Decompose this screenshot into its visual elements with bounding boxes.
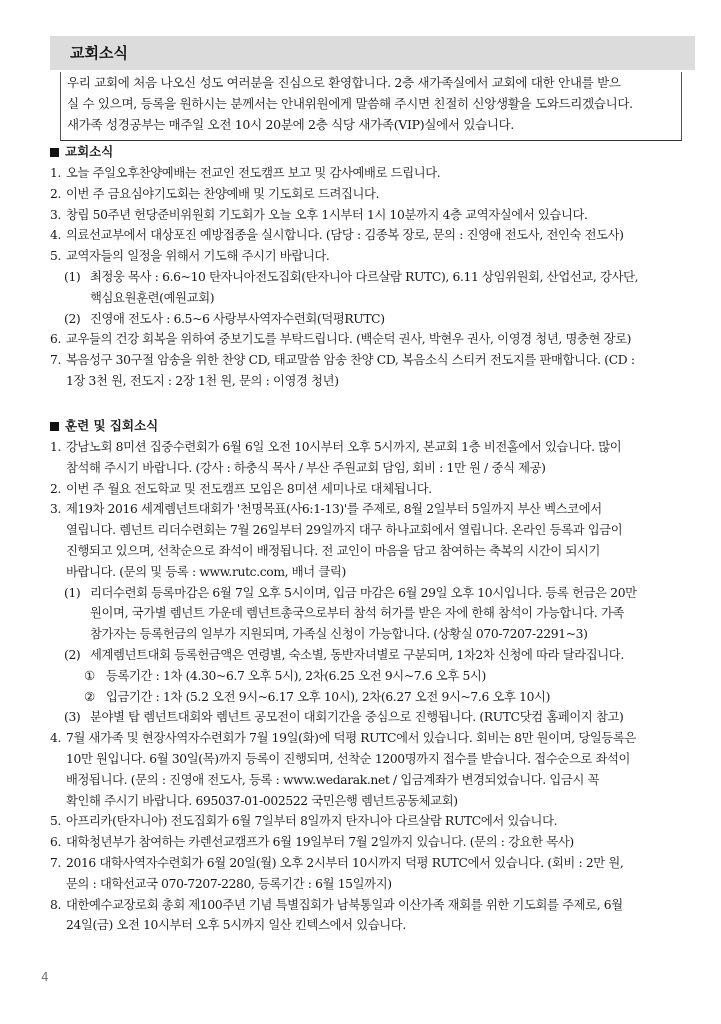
page-title: 교회소식 xyxy=(70,44,128,62)
item-text: 오늘 주일오후찬양예배는 전교인 전도캠프 보고 및 감사예배로 드립니다. xyxy=(66,166,441,180)
welcome-line: 실 수 있으며, 등록을 원하시는 분께서는 안내위원에게 말씀해 주시면 친절히 신앙생활을 도와드리겠습니다. xyxy=(67,96,633,111)
item-continuation: 1장 3천 원, 전도지 : 2장 1천 원, 문의 : 이영경 청년) xyxy=(66,373,339,388)
item-number: 5. xyxy=(50,249,62,264)
item-continuation: 바랍니다. (문의 및 등록 : www.rutc.com, 배너 클릭) xyxy=(66,564,346,579)
item-text: 복음성구 30구절 암송을 위한 찬양 CD, 태교말씀 암송 찬양 CD, 복음소식 스티커 전도지를 판매합니다. (CD : xyxy=(66,353,635,368)
training-heading xyxy=(50,416,690,436)
item-text: 제19차 2016 세계렘넌트대회가 '천명목표(사6:1-13)'를 주제로, 8월 2일부터 5일까지 부산 벡스코에서 xyxy=(66,502,602,517)
list-item xyxy=(50,728,690,749)
item-number: 5. xyxy=(50,814,62,829)
list-item xyxy=(50,163,690,184)
item-number: 4. xyxy=(50,228,62,243)
sub-item-continuation: 원이며, 국가별 렘넌트 가운데 렘넌트총국으로부터 참석 허가를 받은 자에 한해 참석이 가능합니다. 가족 xyxy=(90,606,625,621)
church-news-heading-text: 교회소식 xyxy=(65,144,114,159)
item-text: 대한예수교장로회 총회 제100주년 기념 특별집회가 남북통일과 이산가족 재회를 위한 기도회를 주제로, 6월 xyxy=(66,897,623,912)
circled-number: ① xyxy=(84,668,95,683)
circled-item-text: 입금기간 : 1차 (5.2 오전 9시~6.17 오후 10시), 2차(6.27 오전 9시~7.6 오후 10시) xyxy=(106,689,551,704)
sub-item-continuation: 핵심요원훈련(예원교회) xyxy=(90,290,215,305)
item-continuation: 10만 원입니다. 6월 30일(목)까지 등록이 진행되며, 선착순 1200명까지 접수를 받습니다. 접수순으로 좌석이 xyxy=(66,751,631,766)
list-item xyxy=(50,479,690,500)
church-news-section xyxy=(50,142,690,392)
item-text: 아프리카(탄자니아) 전도집회가 6월 7일부터 8일까지 탄자니아 다르살람 RUTC에서 있습니다. xyxy=(66,814,558,829)
item-continuation: 진행되고 있으며, 선착순으로 좌석이 배정됩니다. 전 교인이 마음을 담고 참여하는 축복의 시간이 되시기 xyxy=(66,543,601,558)
welcome-line: 우리 교회에 처음 나오신 성도 여러분을 진심으로 환영합니다. 2층 새가족실에서 교회에 대한 안내를 받으 xyxy=(67,75,621,90)
item-number: 1. xyxy=(50,166,62,180)
square-bullet-icon xyxy=(50,148,59,157)
item-text: 창립 50주년 헌당준비위원회 기도회가 오늘 오후 1시부터 1시 10분까지 4층 교역자실에서 있습니다. xyxy=(66,207,588,222)
sub-item-number: (1) xyxy=(64,269,81,284)
church-news-heading xyxy=(50,142,690,162)
item-continuation: 문의 : 대학선교국 070-7207-2280, 등록기간 : 6월 15일까지) xyxy=(66,876,392,891)
item-number: 2. xyxy=(50,186,62,201)
item-number: 8. xyxy=(50,897,62,912)
welcome-box xyxy=(60,72,682,141)
item-number: 2. xyxy=(50,481,62,496)
sub-item-text: 분야별 탑 렘넌트대회와 렘넌트 공모전이 대회기간을 중심으로 진행됩니다. (RUTC닷컴 홈페이지 참고) xyxy=(90,710,624,725)
sub-item xyxy=(50,707,690,728)
list-item xyxy=(50,184,690,205)
item-text: 이번 주 월요 전도학교 및 전도캠프 모임은 8미션 세미나로 대체됩니다. xyxy=(66,481,432,496)
sub-item xyxy=(50,645,690,666)
sub-item-continuation: 참가자는 등록헌금의 일부가 지원되며, 가족실 신청이 가능합니다. (상황실 070-7207-2291~3) xyxy=(90,627,588,642)
sub-item-number: (3) xyxy=(64,710,81,725)
section-title-bar xyxy=(50,36,695,70)
item-continuation: 배정됩니다. (문의 : 진영애 전도사, 등록 : www.wedarak.net / 입금계좌가 변경되었습니다. 입금시 꼭 xyxy=(66,772,600,787)
item-continuation: 확인해 주시기 바랍니다. 695037-01-002522 국민은행 렘넌트공동체교회) xyxy=(66,793,458,808)
sub-item-text: 세계렘넌트대회 등록헌금액은 연령별, 숙소별, 동반자녀별로 구분되며, 1차2차 신청에 따라 달라집니다. xyxy=(90,647,624,662)
sub-item xyxy=(50,267,690,288)
sub-item-text: 리더수련회 등록마감은 6월 7일 오후 5시이며, 입금 마감은 6월 29일 오후 10시입니다. 등록 헌금은 20만 xyxy=(90,585,637,600)
item-text: 2016 대학사역자수련회가 6월 20일(월) 오후 2시부터 10시까지 덕평 RUTC에서 있습니다. (회비 : 2만 원, xyxy=(66,855,624,870)
item-text: 7월 새가족 및 현장사역자수련회가 7월 19일(화)에 덕평 RUTC에서 있습니다. 회비는 8만 원이며, 당일등록은 xyxy=(66,731,637,746)
item-text: 의료선교부에서 대상포진 예방접종을 실시합니다. (담당 : 김종복 장로, 문의 : 진영애 전도사, 전인숙 전도사) xyxy=(66,228,624,243)
list-item xyxy=(50,437,690,458)
item-text: 교역자들의 일정을 위해서 기도해 주시기 바랍니다. xyxy=(66,249,330,264)
circled-sub-item xyxy=(50,687,690,708)
training-heading-text: 훈련 및 집회소식 xyxy=(65,418,159,433)
sub-item-number: (2) xyxy=(64,311,81,326)
item-number: 6. xyxy=(50,332,62,347)
circled-number: ② xyxy=(84,689,95,704)
item-number: 4. xyxy=(50,731,62,746)
sub-item-number: (1) xyxy=(64,585,81,600)
list-item xyxy=(50,329,690,350)
item-text: 이번 주 금요심야기도회는 찬양예배 및 기도회로 드려집니다. xyxy=(66,186,380,201)
list-item xyxy=(50,205,690,226)
list-item xyxy=(50,811,690,832)
sub-item-number: (2) xyxy=(64,647,81,662)
item-continuation: 열립니다. 렘넌트 리더수련회는 7월 26일부터 29일까지 대구 하나교회에서 열립니다. 온라인 등록과 입금이 xyxy=(66,523,623,538)
item-number: 7. xyxy=(50,353,62,368)
list-item xyxy=(50,225,690,246)
circled-sub-item xyxy=(50,666,690,687)
page-number: 4 xyxy=(41,970,49,984)
sub-item-text: 진영애 전도사 : 6.5~6 사랑부사역자수련회(덕평RUTC) xyxy=(90,311,385,326)
square-bullet-icon xyxy=(50,422,59,431)
list-item xyxy=(50,895,690,916)
welcome-line: 새가족 성경공부는 매주일 오전 10시 20분에 2층 식당 새가족(VIP)실에서 있습니다. xyxy=(67,117,515,132)
sub-item xyxy=(50,583,690,604)
item-number: 1. xyxy=(50,440,62,454)
item-continuation: 참석해 주시기 바랍니다. (강사 : 하충식 목사 / 부산 주원교회 담임, 회비 : 1만 원 / 중식 제공) xyxy=(66,460,546,475)
list-item xyxy=(50,499,690,520)
item-text: 강남노회 8미션 집중수련회가 6월 6일 오전 10시부터 오후 5시까지, 본교회 1층 비전홀에서 있습니다. 많이 xyxy=(66,440,622,454)
sub-item xyxy=(50,309,690,330)
training-section xyxy=(50,416,690,936)
sub-item-text: 최정웅 목사 : 6.6~10 탄자니아전도집회(탄자니아 다르살람 RUTC), 6.11 상임위원회, 산업선교, 강사단, xyxy=(90,269,639,284)
item-number: 6. xyxy=(50,835,62,850)
item-text: 교우들의 건강 회복을 위하여 중보기도를 부탁드립니다. (백순덕 권사, 박현우 권사, 이영경 청년, 명충현 장로) xyxy=(66,332,632,347)
item-number: 3. xyxy=(50,207,62,222)
circled-item-text: 등록기간 : 1차 (4.30~6.7 오후 5시), 2차(6.25 오전 9시~7.6 오후 5시) xyxy=(106,668,486,683)
list-item xyxy=(50,832,690,853)
item-continuation: 24일(금) 오전 10시부터 오후 5시까지 일산 킨텍스에서 있습니다. xyxy=(66,918,406,933)
item-number: 7. xyxy=(50,855,62,870)
list-item xyxy=(50,350,690,371)
list-item xyxy=(50,853,690,874)
item-text: 대학청년부가 참여하는 카렌선교캠프가 6월 19일부터 7월 2일까지 있습니다. (문의 : 강요한 목사) xyxy=(66,835,574,850)
list-item xyxy=(50,246,690,267)
item-number: 3. xyxy=(50,502,62,517)
